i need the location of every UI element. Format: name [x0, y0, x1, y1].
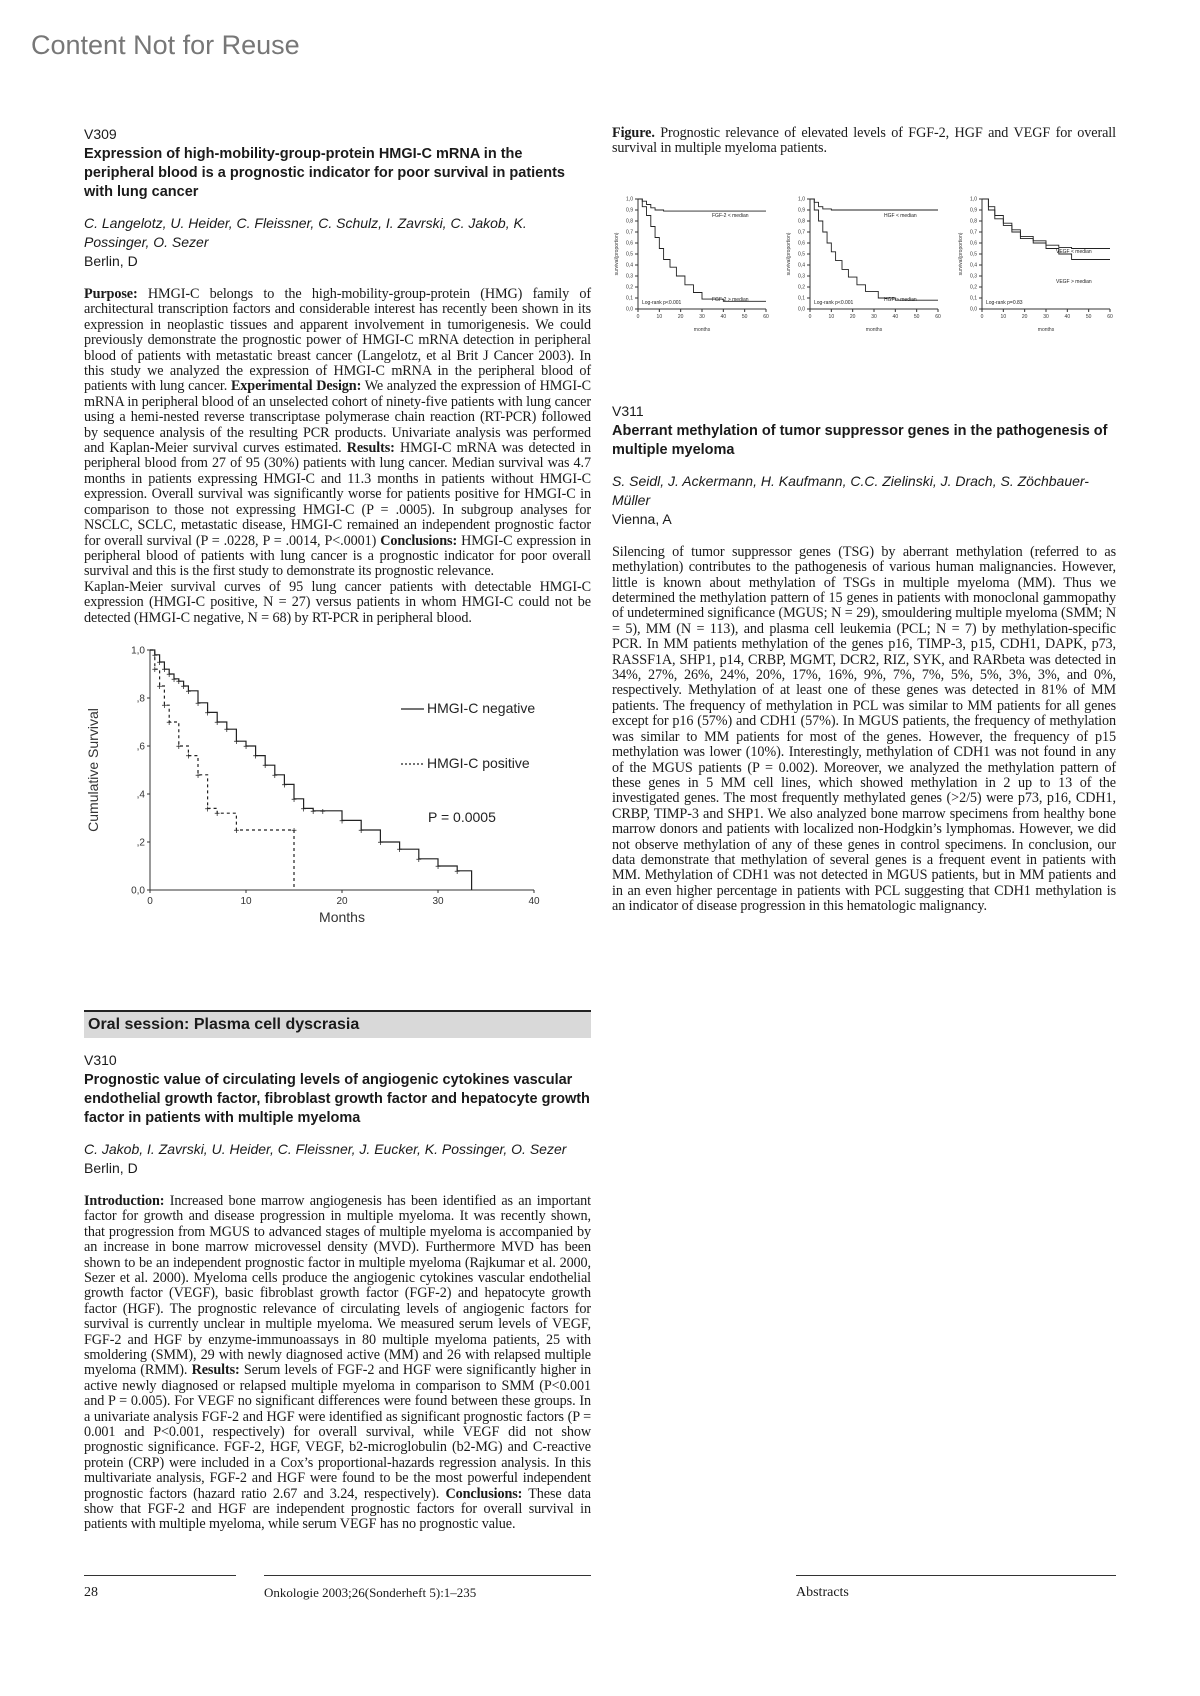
y-tick-label: 0,4: [798, 262, 805, 269]
results-label: Results:: [191, 1362, 240, 1379]
watermark: Content Not for Reuse: [31, 30, 300, 60]
y-axis-label: survival(proportion): [614, 232, 620, 276]
x-tick-label: 50: [913, 313, 920, 320]
y-tick-label: 0,0: [970, 306, 977, 313]
survival-figure-row: [612, 193, 1116, 333]
y-tick-label: 0,8: [970, 218, 977, 225]
y-tick-label: ,8: [136, 693, 145, 705]
legend-label: HGF > median: [884, 296, 917, 303]
censor-mark: +: [396, 845, 403, 857]
p-value-annotation: Log-rank p=0.83: [986, 299, 1023, 306]
censor-mark: +: [214, 809, 221, 821]
survival-curve: [810, 199, 938, 210]
censor-mark: +: [214, 717, 221, 729]
y-tick-label: 0,7: [626, 229, 633, 236]
abstract-text: Silencing of tumor suppressor genes (TSG) by aberrant methylation (referred to as methylation) contributes to the pathogenesis of various human malignancies. However, little is known about methylation of TSGs in multiple myeloma (MM). Thus we determined the methylation pattern of 15 genes in patients with monoclonal gammopathy of undetermined significance (MGUS; N = 29), smouldering multiple myeloma (SMM; N = 5), MM (N = 113), and plasma cell leukemia (PCL; N = 7) by methylation-specific PCR. In MM patients methylation of the genes p16, TIMP-3, p15, CDH1, DAPK, p73, RASSF1A, SHP1, p14, CRBP, MGMT, DCR2, RIZ, SYK, and RARbeta was detected in 34%, 27%, 26%, 24%, 20%, 17%, 16%, 9%, 7%, 7%, 5%, 5%, 3%, 3%, and 0%, respectively. Methylation of at least one of these genes was detected in 81% of MM patients. The frequency of methylation in PCL was similar to MM patients for all genes except for p16 (57%) and CDH1 (57%). In MGUS patients, the frequency of methylation was similar to MM patients for most of the genes. However, the frequency of p15 methylation was lower (10%). Interestingly, methylation of CDH1 was not found in any of the MGUS patients (P = 0.002). Moreover, we analyzed the methylation pattern of these genes in 5 MM cell lines, which showed methylation in 2 up to 13 of the investigated genes. The most frequently methylated genes (>2/5) were p73, p16, CDH1, CRBP, TIMP-3 and SHP1. We also analyzed bone marrow specimens from healthy bone marrow donors and patients with localized non-Hodgkin’s lymphomas. However, we did not observe methylation of any of these genes in control specimens. In conclusion, our data demonstrate that methylation of several genes is a frequent event in patients with MM. Methylation of CDH1 was not detected in MGUS patients, but in MM patients and in an even higher percentage in patients with PCL suggesting that CDH1 methylation is an indicator of disease progression in this hematologic malignancy.: [612, 543, 1116, 915]
abstract-id: V309: [84, 126, 117, 142]
authors: C. Jakob, I. Zavrski, U. Heider, C. Fleissner, J. Eucker, K. Possinger, O. Sezer: [84, 1140, 567, 1157]
y-tick-label: 0,4: [626, 262, 633, 269]
x-tick-label: 60: [763, 313, 769, 320]
figure-caption: [612, 126, 1116, 157]
left-column: [84, 126, 592, 1533]
figure-label: Figure.: [612, 125, 655, 141]
y-tick-label: ,6: [136, 741, 145, 753]
censor-mark: +: [291, 794, 297, 806]
censor-mark: +: [185, 751, 192, 763]
conclusions-text: HMGI-C expression in peripheral blood of patients with lung cancer is a prognostic indicator for poor overall survival and this is the first study to demonstrate its prognostic relevance.: [84, 532, 591, 580]
x-tick-label: 10: [240, 895, 252, 907]
x-tick-label: 40: [720, 313, 727, 320]
y-tick-label: 0,7: [798, 229, 805, 236]
censor-mark: +: [339, 816, 345, 828]
x-tick-label: 60: [1107, 313, 1113, 320]
censor-mark: +: [310, 806, 317, 818]
legend-label: HMGI-C positive: [427, 754, 530, 771]
censor-mark: +: [233, 825, 240, 837]
x-tick-label: 40: [892, 313, 899, 320]
legend-label: VEGF < median: [1056, 248, 1092, 255]
abstract-body: [612, 545, 1116, 915]
survival-curve: [982, 199, 1110, 249]
censor-mark: +: [185, 686, 192, 698]
censor-mark: +: [233, 737, 240, 749]
figure-caption: Kaplan-Meier survival curves of 95 lung cancer patients with detectable HMGI-C expression (HMGI-C positive, N = 27) versus patients in whom HMGI-C could not be detected (HMGI-C negative, N = 68) by RT-PCR in peripheral blood.: [84, 578, 591, 626]
affiliation: Vienna, A: [612, 510, 672, 527]
legend-label: HGF < median: [884, 212, 917, 219]
censor-mark: +: [195, 698, 201, 710]
y-tick-label: 1,0: [798, 196, 805, 203]
censor-mark: +: [175, 677, 182, 689]
design-label: Experimental Design:: [230, 378, 362, 395]
abstract-title: Aberrant methylation of tumor suppressor genes in the pathogenesis of multiple myeloma: [612, 422, 1108, 458]
p-value-annotation: Log-rank p<0.001: [814, 299, 854, 306]
censor-mark: +: [377, 837, 384, 849]
censor-mark: +: [252, 751, 259, 763]
survival-curve: [810, 199, 938, 300]
survival-chart-vegf: [956, 193, 1116, 333]
y-tick-label: 0,0: [131, 885, 145, 897]
conclusions-text: These data show that FGF-2 and HGF are independent prognostic factors for overall survival in patients with multiple myeloma, while serum VEGF has no prognostic value.: [84, 1485, 591, 1533]
censor-mark: +: [281, 780, 288, 792]
affiliation: Berlin, D: [84, 1159, 138, 1176]
y-tick-label: ,4: [136, 789, 145, 801]
page-number: 28: [84, 1585, 98, 1600]
censor-mark: +: [151, 650, 158, 662]
censor-mark: +: [243, 741, 249, 753]
x-tick-label: 60: [935, 313, 941, 320]
y-tick-label: 0,2: [970, 284, 977, 291]
censor-mark: +: [415, 854, 422, 866]
censor-mark: +: [171, 674, 177, 686]
censor-mark: +: [161, 665, 168, 677]
censor-mark: +: [319, 806, 326, 818]
y-tick-label: 0,9: [798, 207, 805, 214]
censor-mark: +: [166, 669, 173, 681]
abstract-title: Prognostic value of circulating levels of angiogenic cytokines vascular endothelial growth factor, fibroblast growth factor and hepatocyte growth factor in patients with multiple myeloma: [84, 1071, 590, 1126]
y-tick-label: 0,3: [970, 273, 977, 280]
conclusions-label: Conclusions:: [380, 532, 458, 549]
censor-mark: +: [156, 657, 163, 669]
censor-mark: +: [161, 701, 168, 713]
censor-mark: +: [300, 804, 307, 816]
legend-label: HMGI-C negative: [427, 699, 536, 716]
x-tick-label: 10: [1000, 313, 1007, 320]
footer-rule: [264, 1575, 591, 1576]
abstract-body: [84, 287, 591, 626]
censor-mark: +: [262, 761, 269, 773]
y-axis-label: survival(proportion): [786, 232, 792, 276]
legend-label: FGF-2 < median: [712, 212, 749, 219]
x-tick-label: 30: [432, 895, 444, 907]
x-tick-label: 20: [849, 313, 856, 320]
y-axis-label: Cumulative Survival: [85, 708, 101, 832]
censor-mark: +: [175, 741, 182, 753]
design-text: We analyzed the expression of HMGI-C mRNA in peripheral blood of an unselected cohort of ninety-five patients with lung cancer using a hemi-nested reverse transcriptase polymerase chain reaction (RT-PCR) followed by sequence analysis of the resulting PCR products. Univariate analysis was performed and Kaplan-Meier survival curves estimated.: [84, 378, 592, 457]
intro-text: Increased bone marrow angiogenesis has been identified as an important factor for growth and disease progression in multiple myeloma. It was recently shown, that progression from MGUS to advanced stages of multiple myeloma is accompanied by an increase in bone marrow microvessel density (MVD). Furthermore MVD has been shown to be an independent prognostic factor in multiple myeloma (Rajkumar et al. 2000, Sezer et al. 2000). Myeloma cells produce the angiogenic cytokines vascular endothelial growth factor (VEGF), basic fibroblast growth factor (FGF-2) and hepatocyte growth factor (HGF). The prognostic relevance of circulating levels of angiogenic factors for survival is currently unclear in multiple myeloma. We measured serum levels of VEGF, FGF-2 and HGF by enzyme-immunoassays in 80 multiple myeloma patients, 25 with smoldering (SMM), 29 with newly diagnosed active (MM) and 26 with relapsed multiple myeloma (RMM).: [84, 1192, 591, 1379]
censor-mark: +: [454, 866, 461, 878]
abstract-id: V311: [612, 402, 644, 419]
y-tick-label: 0,6: [626, 240, 633, 247]
y-tick-label: 0,3: [626, 273, 633, 280]
intro-label: Introduction:: [84, 1192, 165, 1209]
y-tick-label: 1,0: [970, 196, 977, 203]
x-axis-label: months: [1037, 326, 1055, 333]
y-tick-label: 0,0: [626, 306, 633, 313]
abstract-body: [84, 1192, 591, 1533]
x-axis-label: months: [865, 326, 883, 333]
abstract-title: Expression of high-mobility-group-protein HMGI-C mRNA in the peripheral blood is a prognostic indicator for poor survival in patients with lung cancer: [84, 146, 565, 200]
x-tick-label: 30: [871, 313, 877, 320]
censor-mark: +: [204, 708, 211, 720]
y-axis-label: survival(proportion): [958, 232, 964, 276]
y-tick-label: 0,3: [798, 273, 805, 280]
p-value-annotation: Log-rank p<0.001: [642, 299, 682, 306]
censor-mark: +: [195, 770, 201, 782]
abstract-id: V310: [84, 1051, 117, 1068]
y-tick-label: 0,1: [970, 295, 977, 302]
p-value-annotation: P = 0.0005: [428, 808, 496, 825]
x-tick-label: 40: [528, 895, 540, 907]
censor-mark: +: [271, 770, 278, 782]
x-tick-label: 40: [1064, 313, 1071, 320]
x-tick-label: 20: [336, 895, 348, 907]
y-tick-label: 0,8: [626, 218, 633, 225]
y-tick-label: 0,2: [798, 284, 805, 291]
authors: S. Seidl, J. Ackermann, H. Kaufmann, C.C. Zielinski, J. Drach, S. Zöchbauer-Müller: [612, 472, 1089, 508]
right-column: [612, 126, 1116, 915]
x-tick-label: 0: [147, 895, 153, 907]
footer-rule: [84, 1575, 236, 1576]
survival-chart-hgf: [784, 193, 944, 333]
legend-label: VEGF > median: [1056, 278, 1092, 285]
x-axis-label: Months: [319, 908, 365, 925]
purpose-label: Purpose:: [84, 286, 138, 302]
censor-mark: +: [223, 725, 230, 737]
censor-mark: +: [166, 717, 173, 729]
censor-mark: +: [156, 681, 163, 693]
y-tick-label: 0,1: [626, 295, 633, 302]
footer-rule: [796, 1575, 1116, 1576]
y-tick-label: 0,5: [970, 251, 977, 258]
y-tick-label: 0,6: [798, 240, 805, 247]
x-axis-label: months: [693, 326, 711, 333]
y-tick-label: 0,9: [626, 207, 633, 214]
results-text: HMGI-C mRNA was detected in peripheral blood from 27 of 95 (30%) patients with lung cancer. Median survival was 4.7 months in patients expressing HMGI-C and 11.3 months in patients without HMGI-C expression. Overall survival was significantly worse for patients positive for HMGI-C in comparison to those not expressing HMGI-C (P = .0005). In subgroup analyses for NSCLC, SCLC, metastatic disease, HMGI-C remained an independent prognostic factor for overall survival (P = .0228, P = .0014, P<.0001): [84, 440, 591, 549]
y-tick-label: 0,7: [970, 229, 977, 236]
censor-mark: +: [435, 861, 441, 873]
figure-text: Prognostic relevance of elevated levels of FGF-2, HGF and VEGF for overall survival in multiple myeloma patients.: [612, 125, 1116, 157]
y-tick-label: 0,1: [798, 295, 805, 302]
kaplan-meier-chart-hmgic: [84, 640, 591, 970]
y-tick-label: 0,2: [626, 284, 633, 291]
purpose-text: HMGI-C belongs to the high-mobility-group-protein (HMG) family of architectural transcription factors and considerable interest has recently been shown in its expression in neoplastic tissues and apparent involvement in tumorigenesis. We could previously demonstrate the prognostic power of HMGI-C mRNA detection in peripheral blood of patients with metastatic breast cancer (Langelotz, et al Brit J Cancer 2003). In this study we analyzed the expression of HMGI-C mRNA in the peripheral blood of patients with lung cancer.: [84, 286, 591, 395]
survival-curve: [638, 199, 766, 211]
y-tick-label: 0,9: [970, 207, 977, 214]
abstract-body-continued: [612, 126, 1116, 157]
affiliation: Berlin, D: [84, 253, 138, 269]
x-tick-label: 0: [636, 313, 640, 320]
x-tick-label: 30: [1043, 313, 1049, 320]
journal-citation: Onkologie 2003;26(Sonderheft 5):1–235: [264, 1585, 477, 1600]
section-name: Abstracts: [796, 1585, 849, 1600]
x-tick-label: 0: [808, 313, 812, 320]
y-tick-label: 0,5: [798, 251, 805, 258]
censor-mark: +: [291, 825, 297, 837]
y-tick-label: ,2: [136, 837, 145, 849]
y-tick-label: 0,8: [798, 218, 805, 225]
censor-mark: +: [180, 681, 187, 693]
censor-mark: +: [204, 804, 211, 816]
survival-chart-fgf2: [612, 193, 772, 333]
results-text: Serum levels of FGF-2 and HGF were significantly higher in active newly diagnosed or relapsed multiple myeloma in comparison to SMM (P<0.001 and P = 0.005). For VEGF no significant differences were found between these groups. In a univariate analysis FGF-2 and HGF were identified as significant prognostic factors (P = 0.001 and P<0.001, respectively) for overall survival, while VEGF did not show prognostic significance. FGF-2, HGF, VEGF, b2-microglobulin (b2-MG) and C-reactive protein (CRP) were included in a Cox’s proportional-hazards regression analysis. In this multivariate analysis, FGF-2 and HGF were found to be the most powerful independent prognostic factors (hazard ratio 2.67 and 3.24, respectively).: [84, 1362, 591, 1502]
y-tick-label: 0,4: [970, 262, 977, 269]
y-tick-label: 0,6: [970, 240, 977, 247]
y-tick-label: 1,0: [626, 196, 633, 203]
x-tick-label: 50: [741, 313, 748, 320]
x-tick-label: 10: [656, 313, 663, 320]
y-tick-label: 0,5: [626, 251, 633, 258]
legend-label: FGF-2 > median: [712, 296, 749, 303]
censor-mark: +: [151, 665, 158, 677]
results-label: Results:: [346, 440, 395, 457]
x-tick-label: 50: [1085, 313, 1092, 320]
censor-mark: +: [358, 825, 365, 837]
session-header: Oral session: Plasma cell dyscrasia: [84, 1010, 591, 1038]
conclusions-label: Conclusions:: [445, 1485, 523, 1502]
x-tick-label: 0: [980, 313, 984, 320]
authors: C. Langelotz, U. Heider, C. Fleissner, C. Schulz, I. Zavrski, C. Jakob, K. Possinger, O. Sezer: [84, 215, 527, 250]
x-tick-label: 30: [699, 313, 705, 320]
y-tick-label: 1,0: [131, 645, 145, 657]
x-tick-label: 10: [828, 313, 835, 320]
x-tick-label: 20: [677, 313, 684, 320]
y-tick-label: 0,0: [798, 306, 805, 313]
x-tick-label: 20: [1021, 313, 1028, 320]
